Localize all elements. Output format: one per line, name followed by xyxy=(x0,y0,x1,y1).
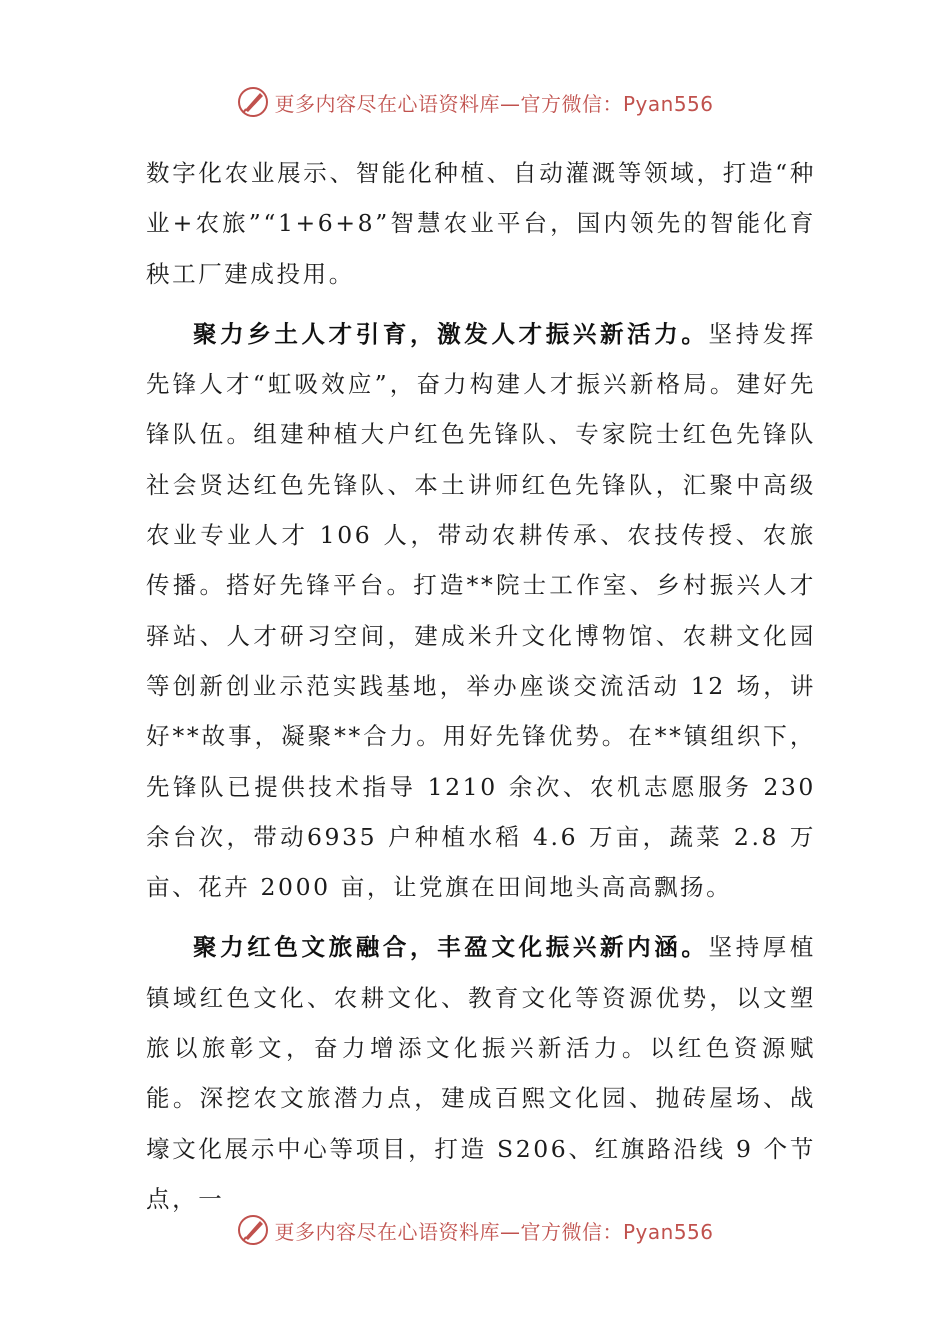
quill-pen-logo-icon xyxy=(236,85,270,119)
watermark-text: 更多内容尽在心语资料库—官方微信：Pyan556 xyxy=(274,1219,714,1244)
paragraph-3 xyxy=(146,922,816,1224)
wechat-id: Pyan556 xyxy=(622,91,714,116)
paragraph-3-body: 坚持厚植镇域红色文化、农耕文化、教育文化等资源优势，以文塑旅以旅彰文，奋力增添文化振兴新活力。以红色资源赋能。深挖农文旅潜力点，建成百熙文化园、抛砖屋场、战壕文化展示中心等项目，打造 S206、红旗路沿线 9 个节点，一 xyxy=(146,933,816,1213)
watermark-banner-top xyxy=(0,82,950,122)
paragraph-2-body: 坚持发挥先锋人才“虹吸效应”，奋力构建人才振兴新格局。建好先锋队伍。组建种植大户红色先锋队、专家院士红色先锋队社会贤达红色先锋队、本土讲师红色先锋队，汇聚中高级农业专业人才 106 人，带动农耕传承、农技传授、农旅传播。搭好先锋平台。打造**院士工作室、乡村振兴人才驿站、人才研习空间，建成米升文化博物馆、农耕文化园等创新创业示范实践基地，举办座谈交流活动 12 场，讲好**故事，凝聚**合力。用好先锋优势。在**镇组织下，先锋队已提供技术指导 1210 余次、农机志愿服务 230 余台次，带动6935 户种植水稻 4.6 万亩，蔬菜 2.8 万亩、花卉 2000 亩，让党旗在田间地头高高飘扬。 xyxy=(146,319,816,902)
document-body xyxy=(146,148,816,1224)
paragraph-2-lead: 聚力乡土人才引育，激发人才振兴新活力。 xyxy=(193,319,709,348)
paragraph-2 xyxy=(146,309,816,913)
wechat-id: Pyan556 xyxy=(622,1219,714,1244)
watermark-banner-bottom xyxy=(0,1210,950,1250)
quill-pen-logo-icon xyxy=(236,1213,270,1247)
paragraph-1-body: 数字化农业展示、智能化种植、自动灌溉等领域，打造“种业+农旅”“1+6+8”智慧农业平台，国内领先的智能化育秧工厂建成投用。 xyxy=(146,159,816,288)
watermark-text: 更多内容尽在心语资料库—官方微信：Pyan556 xyxy=(274,91,714,116)
paragraph-3-lead: 聚力红色文旅融合，丰盈文化振兴新内涵。 xyxy=(193,933,709,962)
paragraph-1 xyxy=(146,148,816,299)
